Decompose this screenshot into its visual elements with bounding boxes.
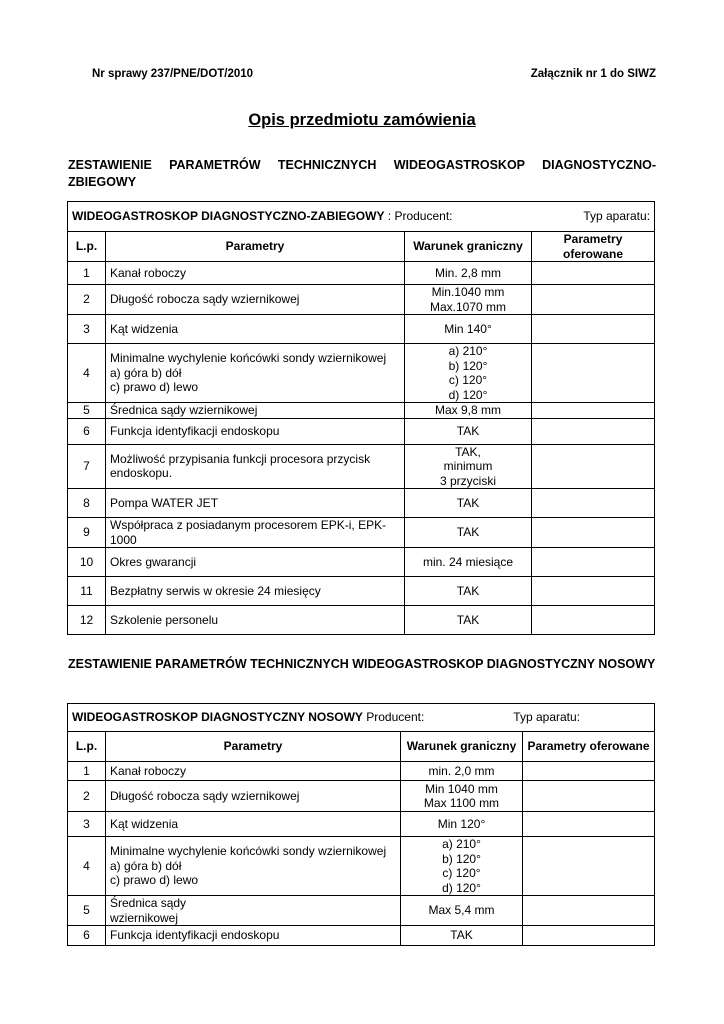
row-offered-value <box>523 896 655 926</box>
row-limit-condition: Min.1040 mm Max.1070 mm <box>405 285 532 315</box>
table-row <box>68 444 655 489</box>
col-limit-condition: Warunek graniczny <box>405 232 532 262</box>
table-1-device-row <box>68 202 655 232</box>
table-2-header-row <box>68 732 655 762</box>
row-parameter: Współpraca z posiadanym procesorem EPK-i, EPK-1000 <box>106 518 405 548</box>
row-number: 3 <box>68 315 106 344</box>
row-limit-condition: Min 1040 mm Max 1100 mm <box>401 781 523 812</box>
row-number: 1 <box>68 262 106 285</box>
row-parameter: Szkolenie personelu <box>106 606 405 635</box>
table-row <box>68 262 655 285</box>
row-offered-value <box>532 489 655 518</box>
case-number: Nr sprawy 237/PNE/DOT/2010 <box>92 68 254 80</box>
table-1-header-row <box>68 232 655 262</box>
row-limit-condition: TAK <box>405 518 532 548</box>
table-row <box>68 812 655 837</box>
col-lp: L.p. <box>68 232 106 262</box>
section-2-heading: ZESTAWIENIE PARAMETRÓW TECHNICZNYCH WIDEOGASTROSKOP DIAGNOSTYCZNY NOSOWY <box>68 657 656 671</box>
row-offered-value <box>532 344 655 403</box>
producer-label: Producent: <box>362 710 425 725</box>
row-limit-condition: Min 140° <box>405 315 532 344</box>
type-label: Typ aparatu: <box>513 710 581 725</box>
col-parameters: Parametry <box>106 232 405 262</box>
attachment-label: Załącznik nr 1 do SIWZ <box>530 68 656 80</box>
row-offered-value <box>523 926 655 946</box>
row-offered-value <box>532 548 655 577</box>
row-number: 1 <box>68 762 106 781</box>
row-parameter: Możliwość przypisania funkcji procesora przycisk endoskopu. <box>106 444 405 489</box>
device-name: WIDEOGASTROSKOP DIAGNOSTYCZNO-ZABIEGOWY <box>72 209 385 224</box>
row-parameter: Okres gwarancji <box>106 548 405 577</box>
row-number: 2 <box>68 781 106 812</box>
row-number: 4 <box>68 344 106 403</box>
page-title: Opis przedmiotu zamówienia <box>248 111 476 129</box>
row-limit-condition: Min 120° <box>401 812 523 837</box>
row-limit-condition: Max 9,8 mm <box>405 403 532 419</box>
row-number: 6 <box>68 418 106 444</box>
row-parameter: Kanał roboczy <box>106 262 405 285</box>
row-parameter: Długość robocza sądy wziernikowej <box>106 285 405 315</box>
row-number: 11 <box>68 577 106 606</box>
row-parameter: Minimalne wychylenie końcówki sondy wziernikowej a) góra b) dół c) prawo d) lewo <box>106 837 401 896</box>
table-row <box>68 489 655 518</box>
row-offered-value <box>523 762 655 781</box>
row-offered-value <box>532 418 655 444</box>
row-number: 10 <box>68 548 106 577</box>
table-row <box>68 926 655 946</box>
row-parameter: Funkcja identyfikacji endoskopu <box>106 418 405 444</box>
table-row <box>68 896 655 926</box>
col-offered: Parametry oferowane <box>523 732 655 762</box>
type-label: Typ aparatu: <box>583 209 651 224</box>
row-number: 8 <box>68 489 106 518</box>
col-offered: Parametry oferowane <box>532 232 655 262</box>
row-parameter: Średnica sądy wziernikowej <box>106 403 405 419</box>
row-number: 7 <box>68 444 106 489</box>
row-offered-value <box>532 518 655 548</box>
row-parameter: Długość robocza sądy wziernikowej <box>106 781 401 812</box>
row-limit-condition: Max 5,4 mm <box>401 896 523 926</box>
row-number: 9 <box>68 518 106 548</box>
table-row <box>68 344 655 403</box>
producer-label: : Producent: <box>384 209 453 224</box>
row-limit-condition: TAK <box>405 489 532 518</box>
table-row <box>68 518 655 548</box>
row-offered-value <box>532 577 655 606</box>
row-parameter: Kanał roboczy <box>106 762 401 781</box>
table-row <box>68 762 655 781</box>
col-lp: L.p. <box>68 732 106 762</box>
row-limit-condition: Min. 2,8 mm <box>405 262 532 285</box>
table-row <box>68 606 655 635</box>
row-limit-condition: TAK <box>401 926 523 946</box>
table-row <box>68 403 655 419</box>
parameters-table-2 <box>67 703 655 946</box>
row-parameter: Kąt widzenia <box>106 812 401 837</box>
table-2-device-row <box>68 704 655 732</box>
table-row <box>68 418 655 444</box>
table-row <box>68 285 655 315</box>
row-offered-value <box>523 781 655 812</box>
device-name: WIDEOGASTROSKOP DIAGNOSTYCZNY NOSOWY <box>72 710 363 725</box>
table-row <box>68 315 655 344</box>
row-limit-condition: min. 24 miesiące <box>405 548 532 577</box>
row-number: 2 <box>68 285 106 315</box>
row-offered-value <box>532 262 655 285</box>
row-limit-condition: TAK <box>405 418 532 444</box>
row-offered-value <box>532 403 655 419</box>
row-limit-condition: a) 210° b) 120° c) 120° d) 120° <box>401 837 523 896</box>
table-row <box>68 548 655 577</box>
table-row <box>68 781 655 812</box>
row-limit-condition: TAK, minimum 3 przyciski <box>405 444 532 489</box>
col-parameters: Parametry <box>106 732 401 762</box>
row-number: 5 <box>68 896 106 926</box>
row-number: 12 <box>68 606 106 635</box>
row-parameter: Funkcja identyfikacji endoskopu <box>106 926 401 946</box>
table-row <box>68 837 655 896</box>
row-offered-value <box>523 812 655 837</box>
row-limit-condition: a) 210° b) 120° c) 120° d) 120° <box>405 344 532 403</box>
row-limit-condition: TAK <box>405 577 532 606</box>
row-offered-value <box>532 606 655 635</box>
row-number: 5 <box>68 403 106 419</box>
row-parameter: Pompa WATER JET <box>106 489 405 518</box>
row-offered-value <box>532 285 655 315</box>
row-parameter: Kąt widzenia <box>106 315 405 344</box>
parameters-table-1 <box>67 201 655 635</box>
section-1-heading: ZESTAWIENIE PARAMETRÓW TECHNICZNYCH WIDEOGASTROSKOP DIAGNOSTYCZNO-ZBIEGOWY <box>68 158 656 189</box>
row-limit-condition: TAK <box>405 606 532 635</box>
row-number: 4 <box>68 837 106 896</box>
row-offered-value <box>532 444 655 489</box>
row-limit-condition: min. 2,0 mm <box>401 762 523 781</box>
table-row <box>68 577 655 606</box>
row-number: 3 <box>68 812 106 837</box>
row-offered-value <box>532 315 655 344</box>
row-parameter: Średnica sądy wziernikowej <box>106 896 401 926</box>
col-limit-condition: Warunek graniczny <box>401 732 523 762</box>
row-offered-value <box>523 837 655 896</box>
row-number: 6 <box>68 926 106 946</box>
row-parameter: Minimalne wychylenie końcówki sondy wziernikowej a) góra b) dół c) prawo d) lewo <box>106 344 405 403</box>
row-parameter: Bezpłatny serwis w okresie 24 miesięcy <box>106 577 405 606</box>
